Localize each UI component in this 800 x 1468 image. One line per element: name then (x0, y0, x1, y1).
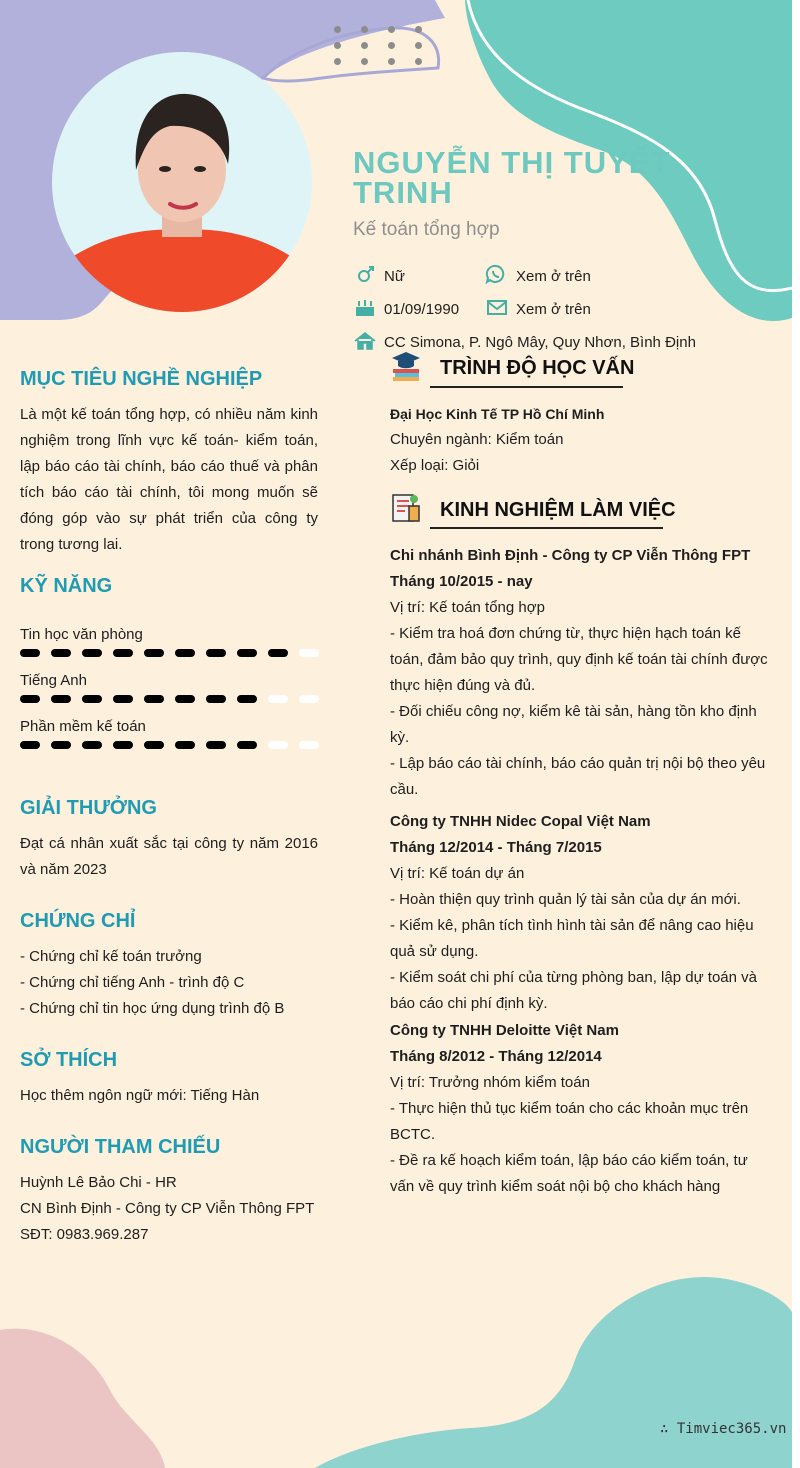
skill-label: Tiếng Anh (20, 672, 87, 689)
job-company: Công ty TNHH Nidec Copal Việt Nam (390, 813, 651, 830)
skill-bar-filled-segment (206, 741, 226, 749)
certificate-item: - Chứng chỉ tin học ứng dụng trình độ B (20, 1000, 285, 1017)
job-duty: - Thực hiện thủ tục kiểm toán cho các khoản mục trên BCTC. (390, 1100, 749, 1143)
job-duty: - Hoàn thiện quy trình quản lý tài sản của dự án mới. (390, 891, 741, 908)
hobbies-text: Học thêm ngôn ngữ mới: Tiếng Hàn (20, 1087, 260, 1104)
email-text: Xem ở trên (516, 301, 591, 318)
job-duty: - Kiểm tra hoá đơn chứng từ, thực hiện hạch toán kế toán, đảm bảo quy trình, quy định kế toán tài chính được thực hiện đúng và đủ. (390, 625, 768, 694)
awards-text: Đạt cá nhân xuất sắc tại công ty năm 2016 và năm 2023 (20, 835, 318, 878)
skill-bar-filled-segment (237, 695, 257, 703)
skill-bar-empty-segment (299, 741, 319, 749)
job-period: Tháng 8/2012 - Tháng 12/2014 (390, 1048, 602, 1065)
skill-bar-filled-segment (113, 649, 133, 657)
skill-bar-filled-segment (237, 649, 257, 657)
certificate-item: - Chứng chỉ tiếng Anh - trình độ C (20, 974, 245, 991)
job-duty: - Lập báo cáo tài chính, báo cáo quản trị nội bộ theo yêu cầu. (390, 755, 766, 798)
site-watermark: ∴ Timviec365.vn (660, 1421, 787, 1437)
skill-bar-empty-segment (299, 695, 319, 703)
experience-underline (430, 527, 663, 529)
phone-text: Xem ở trên (516, 268, 591, 285)
job-duty: - Kiểm soát chi phí của từng phòng ban, lập dự toán và báo cáo chi phí định kỳ. (390, 969, 757, 1012)
skill-bar (20, 740, 320, 750)
whatsapp-icon (485, 264, 507, 284)
career-objective-heading: MỤC TIÊU NGHỀ NGHIỆP (20, 368, 263, 390)
job-position: Vị trí: Kế toán dự án (390, 865, 525, 882)
job-company: Công ty TNHH Deloitte Việt Nam (390, 1022, 619, 1039)
education-heading: TRÌNH ĐỘ HỌC VẤN (440, 357, 635, 379)
skill-label: Tin học văn phòng (20, 626, 143, 643)
skill-bar-filled-segment (82, 741, 102, 749)
address-text: CC Simona, P. Ngô Mây, Quy Nhơn, Bình Định (384, 334, 696, 351)
skill-bar (20, 648, 320, 658)
skill-bar-empty-segment (268, 741, 288, 749)
experience-heading: KINH NGHIỆM LÀM VIỆC (440, 499, 676, 521)
skill-bar-filled-segment (144, 649, 164, 657)
job-entry (390, 809, 770, 1017)
candidate-name: NGUYỄN THỊ TUYẾT TRINH (353, 145, 671, 210)
job-period: Tháng 12/2014 - Tháng 7/2015 (390, 839, 602, 856)
skill-bar-filled-segment (82, 695, 102, 703)
skill-bar (20, 694, 320, 704)
job-duty: - Đối chiếu công nợ, kiểm kê tài sản, hàng tồn kho định kỳ. (390, 703, 757, 746)
skill-bar-filled-segment (175, 741, 195, 749)
home-icon (354, 331, 376, 351)
job-position: Vị trí: Trưởng nhóm kiểm toán (390, 1074, 590, 1091)
skill-bar-filled-segment (51, 695, 71, 703)
certificates-heading: CHỨNG CHỈ (20, 910, 136, 932)
work-document-icon (390, 492, 422, 524)
skill-bar-filled-segment (206, 695, 226, 703)
birthday-text: 01/09/1990 (384, 301, 460, 318)
skill-bar-filled-segment (113, 741, 133, 749)
skill-bar-filled-segment (51, 741, 71, 749)
skill-bar-filled-segment (144, 695, 164, 703)
skill-bar-filled-segment (175, 695, 195, 703)
job-entry (390, 543, 770, 803)
certificates-list (20, 944, 318, 1022)
references-heading: NGƯỜI THAM CHIẾU (20, 1136, 221, 1158)
skill-bar-filled-segment (268, 649, 288, 657)
skill-bar-filled-segment (237, 741, 257, 749)
graduation-books-icon (390, 350, 422, 382)
job-duty: - Kiểm kê, phân tích tình hình tài sản để nâng cao hiệu quả sử dụng. (390, 917, 754, 960)
reference-line: SĐT: 0983.969.287 (20, 1226, 149, 1243)
awards-heading: GIẢI THƯỞNG (20, 797, 157, 819)
job-duty: - Đề ra kế hoạch kiểm toán, lập báo cáo kiểm toán, tư vấn về quy trình kiểm soát nội bộ cho khách hàng (390, 1152, 748, 1195)
skill-bar-filled-segment (51, 649, 71, 657)
skill-label: Phần mềm kế toán (20, 718, 146, 735)
school-name: Đại Học Kinh Tế TP Hồ Chí Minh (390, 406, 605, 422)
references-list (20, 1170, 318, 1248)
gender-icon (355, 265, 377, 285)
skill-bar-empty-segment (299, 649, 319, 657)
skill-bar-filled-segment (113, 695, 133, 703)
dots-decoration (330, 26, 430, 70)
email-icon (486, 298, 508, 318)
birthday-cake-icon (354, 297, 376, 317)
job-title: Kế toán tổng hợp (353, 219, 500, 240)
education-underline (430, 386, 623, 388)
skill-bar-empty-segment (268, 695, 288, 703)
skill-bar-filled-segment (20, 741, 40, 749)
skill-bar-filled-segment (82, 649, 102, 657)
certificate-item: - Chứng chỉ kế toán trưởng (20, 948, 202, 965)
education-block (390, 401, 770, 479)
skills-heading: KỸ NĂNG (20, 575, 113, 597)
skill-bar-filled-segment (144, 741, 164, 749)
skill-bar-filled-segment (20, 695, 40, 703)
reference-line: CN Bình Định - Công ty CP Viễn Thông FPT (20, 1200, 315, 1217)
hobbies-heading: SỞ THÍCH (20, 1049, 118, 1071)
gender-text: Nữ (384, 268, 405, 285)
job-period: Tháng 10/2015 - nay (390, 573, 533, 590)
education-major: Chuyên ngành: Kiểm toán (390, 431, 564, 448)
job-entry (390, 1018, 770, 1200)
skill-bar-filled-segment (20, 649, 40, 657)
reference-line: Huỳnh Lê Bảo Chi - HR (20, 1174, 177, 1191)
skill-bar-filled-segment (206, 649, 226, 657)
skill-bar-filled-segment (175, 649, 195, 657)
education-grade: Xếp loại: Giỏi (390, 457, 480, 474)
job-position: Vị trí: Kế toán tổng hợp (390, 599, 545, 616)
career-objective-text: Là một kế toán tổng hợp, có nhiều năm kinh nghiệm trong lĩnh vực kế toán- kiểm toán, lập báo cáo tài chính, báo cáo thuế và phân tích báo cáo tài chính, tôi mong muốn sẽ đóng góp vào sự phát triển của công ty trong tương lai. (20, 406, 318, 553)
job-company: Chi nhánh Bình Định - Công ty CP Viễn Thông FPT (390, 547, 751, 564)
profile-photo (52, 52, 312, 312)
